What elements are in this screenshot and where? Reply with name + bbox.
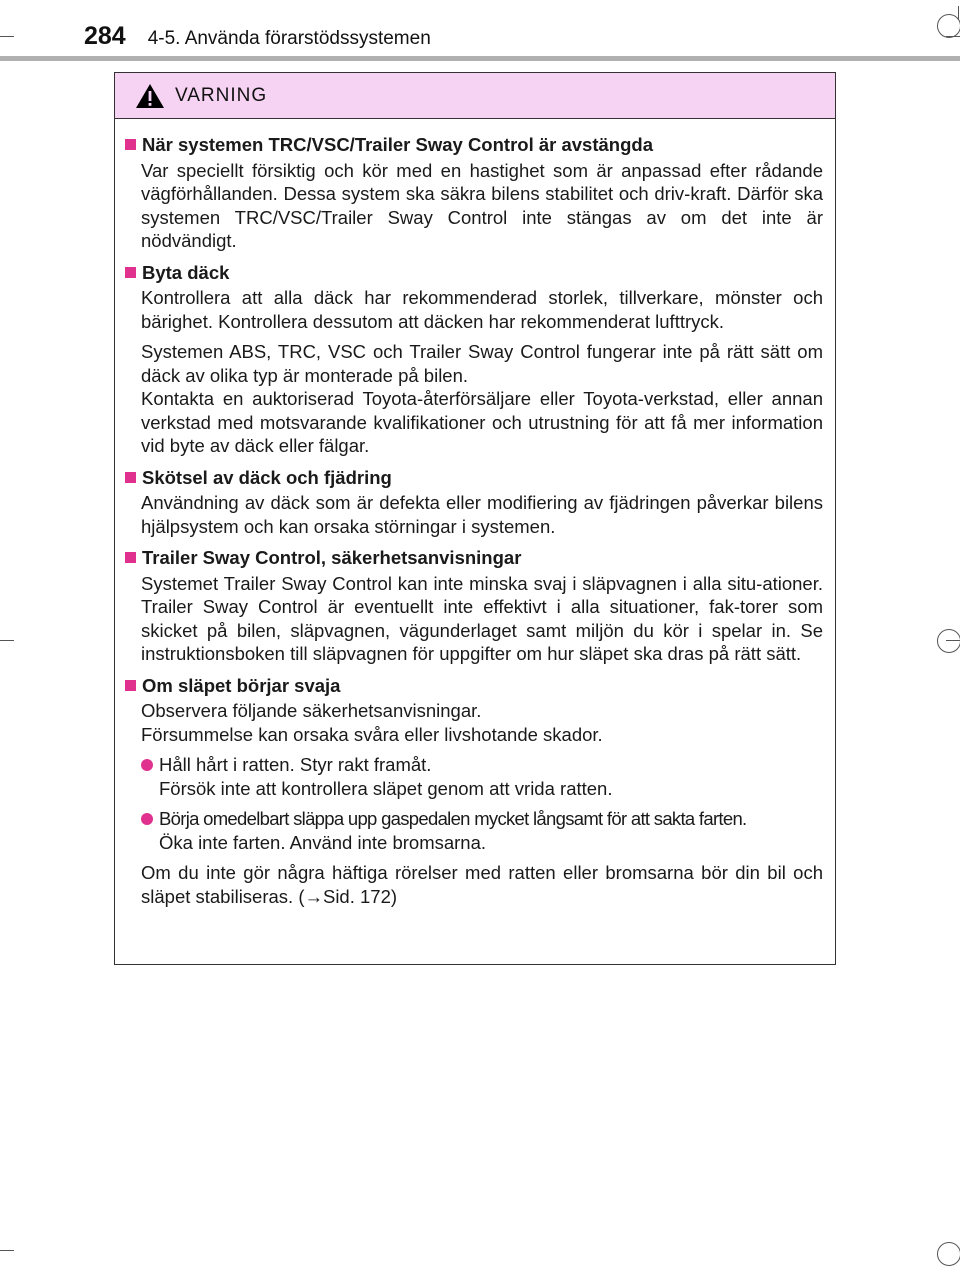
list-item-line: Börja omedelbart släppa upp gaspedalen mycket långsamt för att sakta farten. (159, 808, 747, 829)
warning-header (115, 73, 835, 119)
warning-section (125, 133, 823, 253)
warning-content (115, 119, 835, 908)
square-bullet-icon (125, 680, 136, 691)
section-heading (125, 466, 823, 490)
crop-mark (0, 36, 14, 37)
section-heading-text: Om släpet börjar svaja (142, 674, 341, 696)
square-bullet-icon (125, 472, 136, 483)
warning-section (125, 546, 823, 666)
square-bullet-icon (125, 139, 136, 150)
list-item-line: Håll hårt i ratten. Styr rakt framåt. (159, 754, 432, 775)
crop-mark (946, 640, 960, 641)
header-divider (0, 56, 960, 61)
paragraph: Var speciellt försiktig och kör med en hastighet som är anpassad efter rådande vägförhållanden. Dessa system ska säkra bilens stabilitet och driv-kraft. Därför ska systemen TRC/VSC/Trailer Sway Control inte stängas av om det inte är nödvändigt. (141, 159, 823, 251)
section-heading-text: När systemen TRC/VSC/Trailer Sway Control är avstängda (142, 134, 653, 155)
paragraph: Användning av däck som är defekta eller modifiering av fjädringen påverkar bilens hjälpsystem och kan orsaka störningar i systemen. (141, 492, 823, 537)
list-item-line: Försök inte att kontrollera släpet genom att vrida ratten. (159, 777, 613, 799)
paragraph (141, 699, 823, 746)
warning-section (125, 261, 823, 458)
warning-section (125, 466, 823, 539)
section-heading (125, 133, 823, 157)
paragraph: Om du inte gör några häftiga rörelser med ratten eller bromsarna bör din bil och släpet stabiliseras. (→Sid. 172) (141, 862, 823, 907)
warning-triangle-icon (135, 83, 165, 109)
list-item (141, 753, 823, 800)
warning-title: VARNING (175, 84, 268, 106)
round-bullet-icon (141, 759, 153, 771)
crop-mark (0, 640, 14, 641)
square-bullet-icon (125, 552, 136, 563)
paragraph: Kontrollera att alla däck har rekommenderad storlek, tillverkare, mönster och bärighet. Kontrollera dessutom att däcken har rekommenderat lufttryck. (141, 287, 823, 332)
section-heading-text: Byta däck (142, 261, 230, 283)
section-heading (125, 674, 823, 698)
registration-mark (937, 14, 960, 38)
round-bullet-icon (141, 813, 153, 825)
section-title: 4-5. Använda förarstödssystemen (147, 28, 431, 49)
section-heading-text: Skötsel av däck och fjädring (142, 466, 392, 488)
registration-mark (937, 629, 960, 653)
crop-mark (0, 1250, 14, 1251)
warning-section (125, 674, 823, 909)
registration-mark (937, 1242, 960, 1266)
square-bullet-icon (125, 267, 136, 278)
list-item-line: Öka inte farten. Använd inte bromsarna. (159, 831, 487, 853)
page-header (84, 22, 431, 51)
intro-line: Försummelse kan orsaka svåra eller livshotande skador. (141, 723, 603, 745)
list-item (141, 807, 823, 854)
section-heading (125, 261, 823, 285)
warning-box (114, 72, 836, 965)
section-heading-text: Trailer Sway Control, säkerhetsanvisningar (142, 547, 522, 568)
paragraph: Kontakta en auktoriserad Toyota-återförsäljare eller Toyota-verkstad, eller annan verkstad med motsvarande kvalifikationer och utrustning för att få mer information vid byte av däck eller fälgar. (141, 388, 823, 456)
page-number: 284 (84, 22, 126, 50)
paragraph: Systemet Trailer Sway Control kan inte minska svaj i släpvagnen i alla situ-ationer. Trailer Sway Control är eventuellt inte effektivt i alla situationer, fak-torer som skicket på bilen, släpvagnen, vägunderlaget samt miljön du kör i spelar in. Se instruktionsboken till släpvagnen för uppgifter om hur släpet ska dras på rätt sätt. (141, 572, 823, 664)
intro-line: Observera följande säkerhetsanvisningar. (141, 700, 482, 721)
section-heading (125, 546, 823, 570)
paragraph: Systemen ABS, TRC, VSC och Trailer Sway Control fungerar inte på rätt sätt om däck av olika typ är monterade på bilen. (141, 341, 823, 386)
